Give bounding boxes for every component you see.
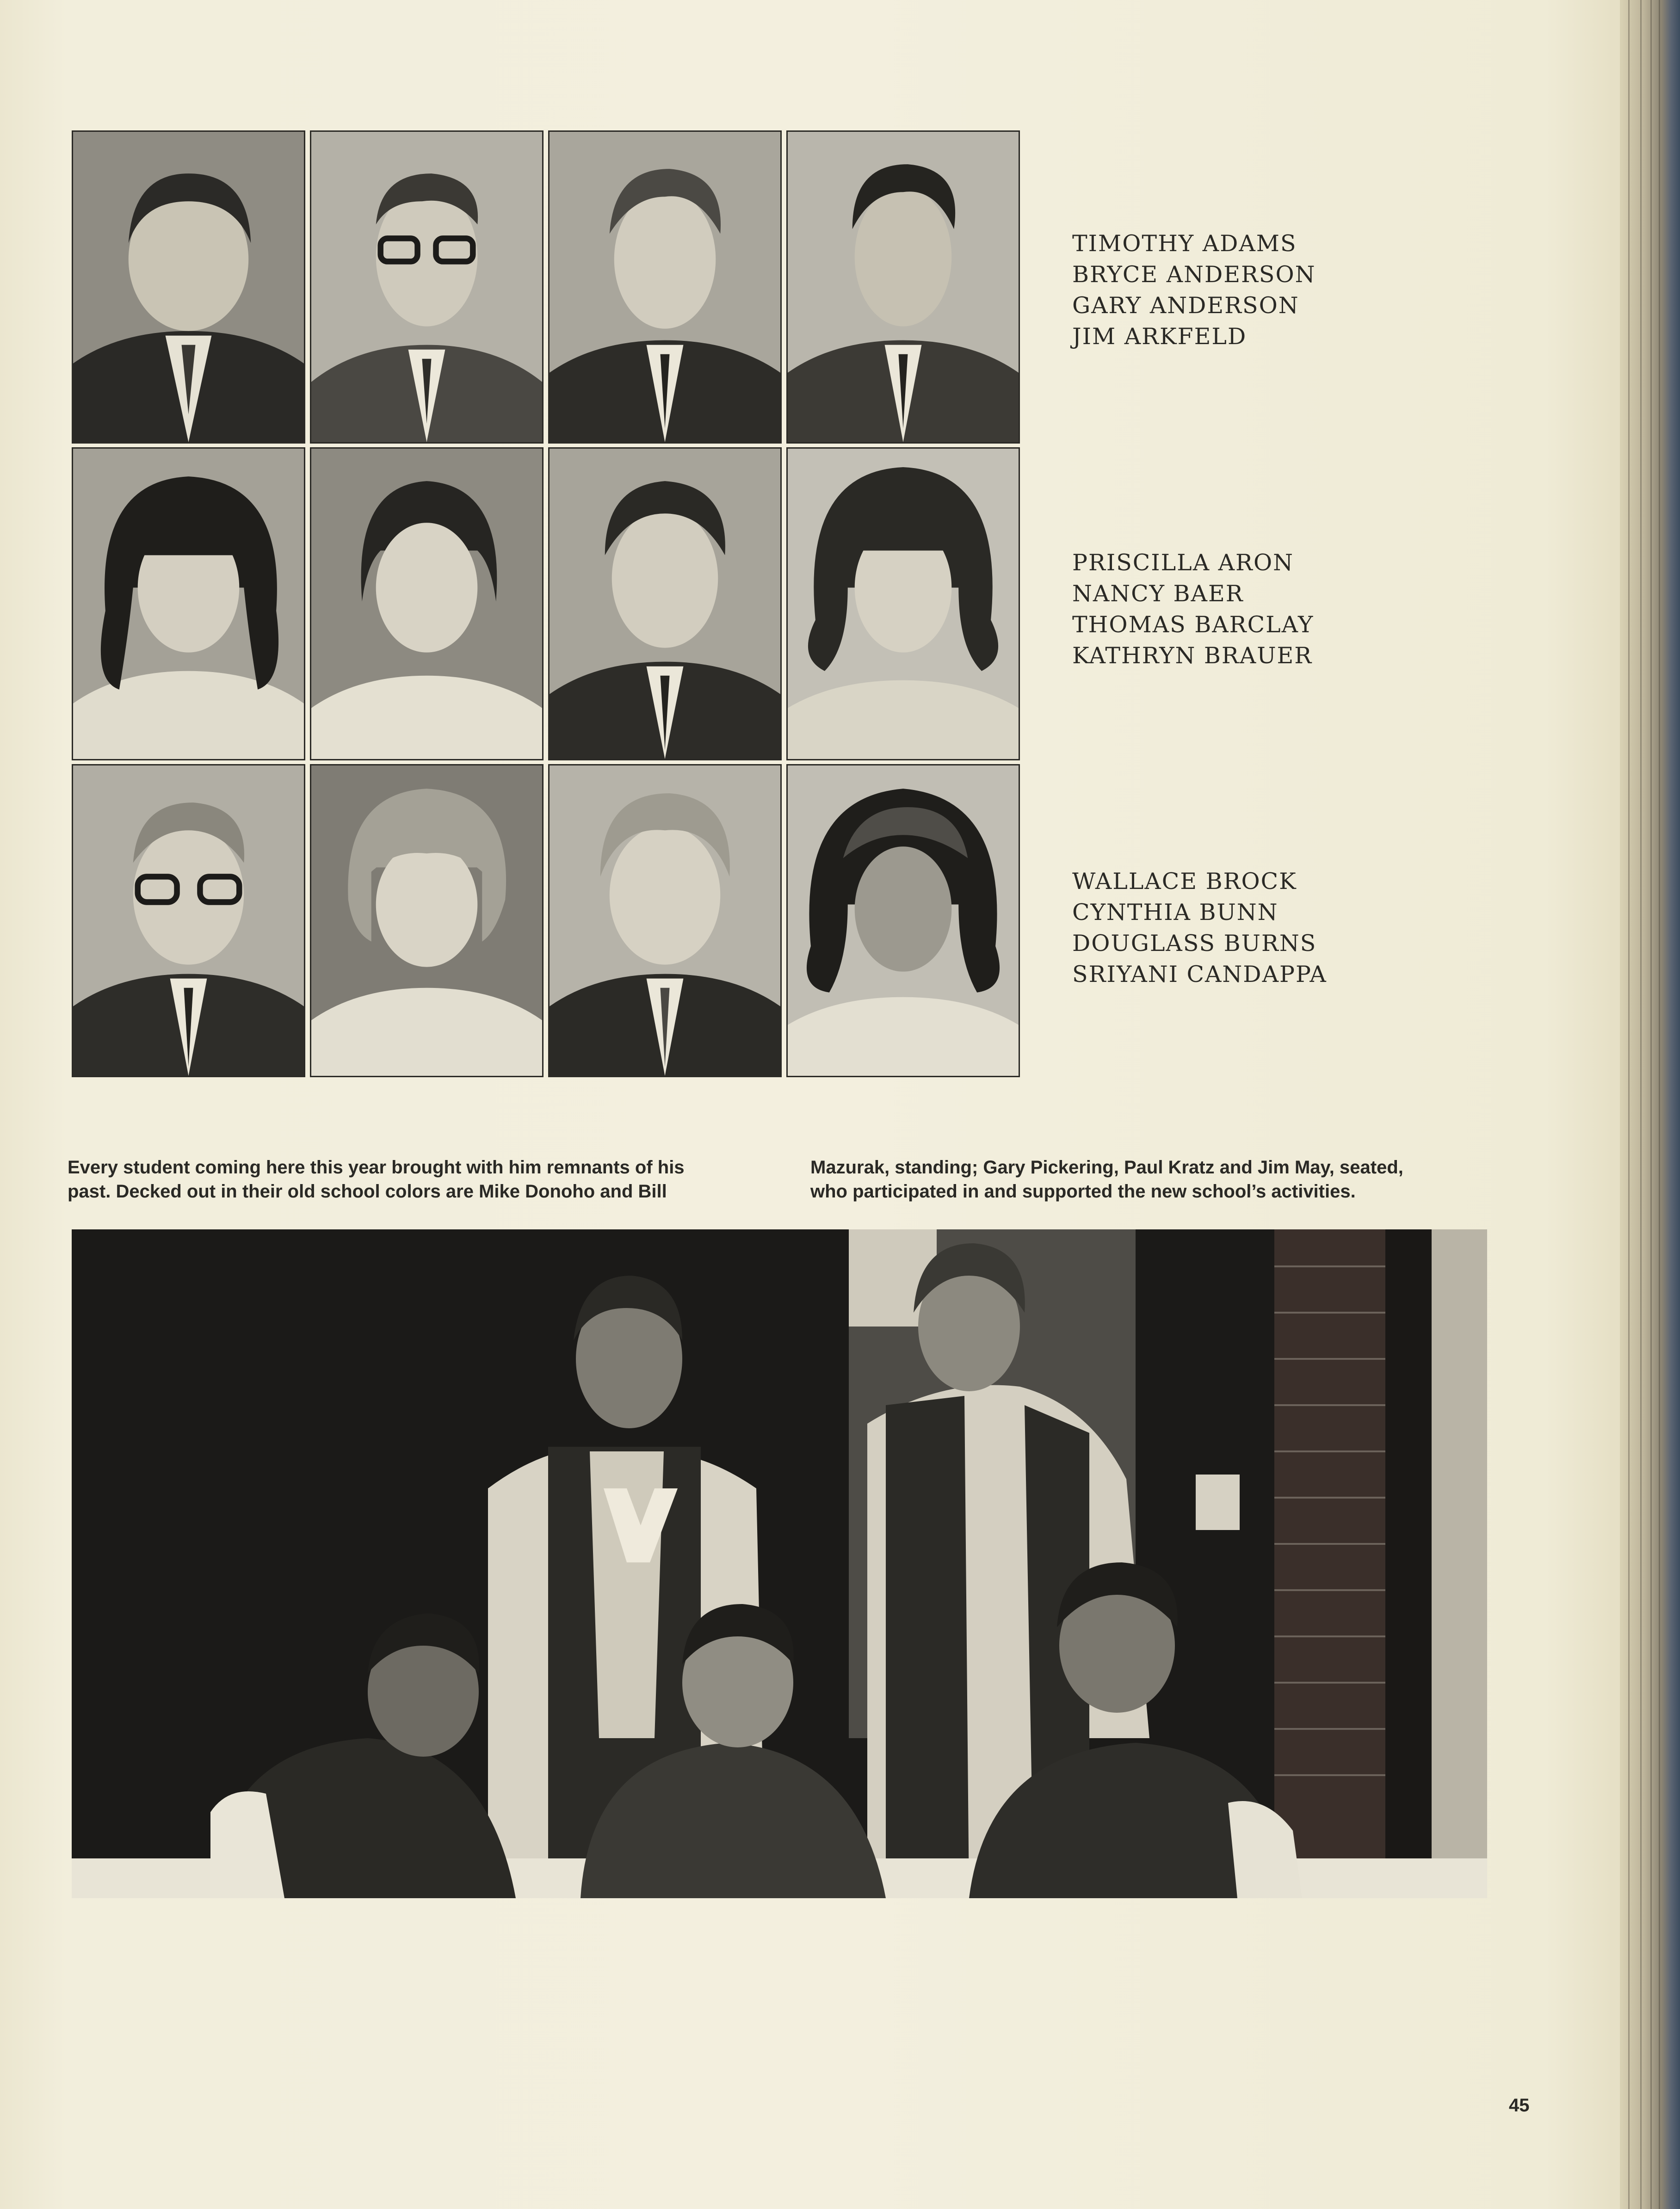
caption-line: who participated in and supported the new school’s activities. xyxy=(810,1181,1356,1202)
student-name: JIM ARKFELD xyxy=(1072,323,1247,350)
portrait-photo xyxy=(72,447,305,760)
name-list-row-1 xyxy=(1072,228,1442,352)
student-name: TIMOTHY ADAMS xyxy=(1072,230,1297,257)
name-list-row-3 xyxy=(1072,866,1442,990)
caption-line: past. Decked out in their old school colors are Mike Donoho and Bill xyxy=(68,1181,667,1202)
portrait-photo xyxy=(72,764,305,1077)
portrait-grid xyxy=(72,130,1034,1088)
portrait-photo xyxy=(786,447,1020,760)
student-name: BRYCE ANDERSON xyxy=(1072,261,1316,288)
portrait-photo xyxy=(310,764,544,1077)
student-name: PRISCILLA ARON xyxy=(1072,549,1294,576)
student-name: GARY ANDERSON xyxy=(1072,292,1299,319)
caption-line: Mazurak, standing; Gary Pickering, Paul Kratz and Jim May, seated, xyxy=(810,1157,1403,1178)
page-number: 45 xyxy=(1509,2095,1530,2116)
student-name: KATHRYN BRAUER xyxy=(1072,642,1313,669)
portrait-photo xyxy=(548,764,782,1077)
book-binding-edge xyxy=(1620,0,1680,2209)
portrait-photo xyxy=(786,764,1020,1077)
name-list-row-2 xyxy=(1072,547,1442,671)
caption-line: Every student coming here this year brought with him remnants of his xyxy=(68,1157,685,1178)
portrait-photo xyxy=(548,130,782,444)
student-name: NANCY BAER xyxy=(1072,580,1244,607)
portrait-photo xyxy=(72,130,305,444)
student-name: SRIYANI CANDAPPA xyxy=(1072,961,1327,987)
photo-caption-left xyxy=(68,1155,752,1203)
student-name: CYNTHIA BUNN xyxy=(1072,899,1279,926)
portrait-photo xyxy=(310,447,544,760)
photo-caption-right xyxy=(810,1155,1495,1203)
group-photograph xyxy=(72,1229,1487,1898)
student-name: WALLACE BROCK xyxy=(1072,868,1297,895)
portrait-photo xyxy=(786,130,1020,444)
portrait-photo xyxy=(548,447,782,760)
student-name: THOMAS BARCLAY xyxy=(1072,611,1314,638)
student-name: DOUGLASS BURNS xyxy=(1072,930,1317,956)
portrait-photo xyxy=(310,130,544,444)
